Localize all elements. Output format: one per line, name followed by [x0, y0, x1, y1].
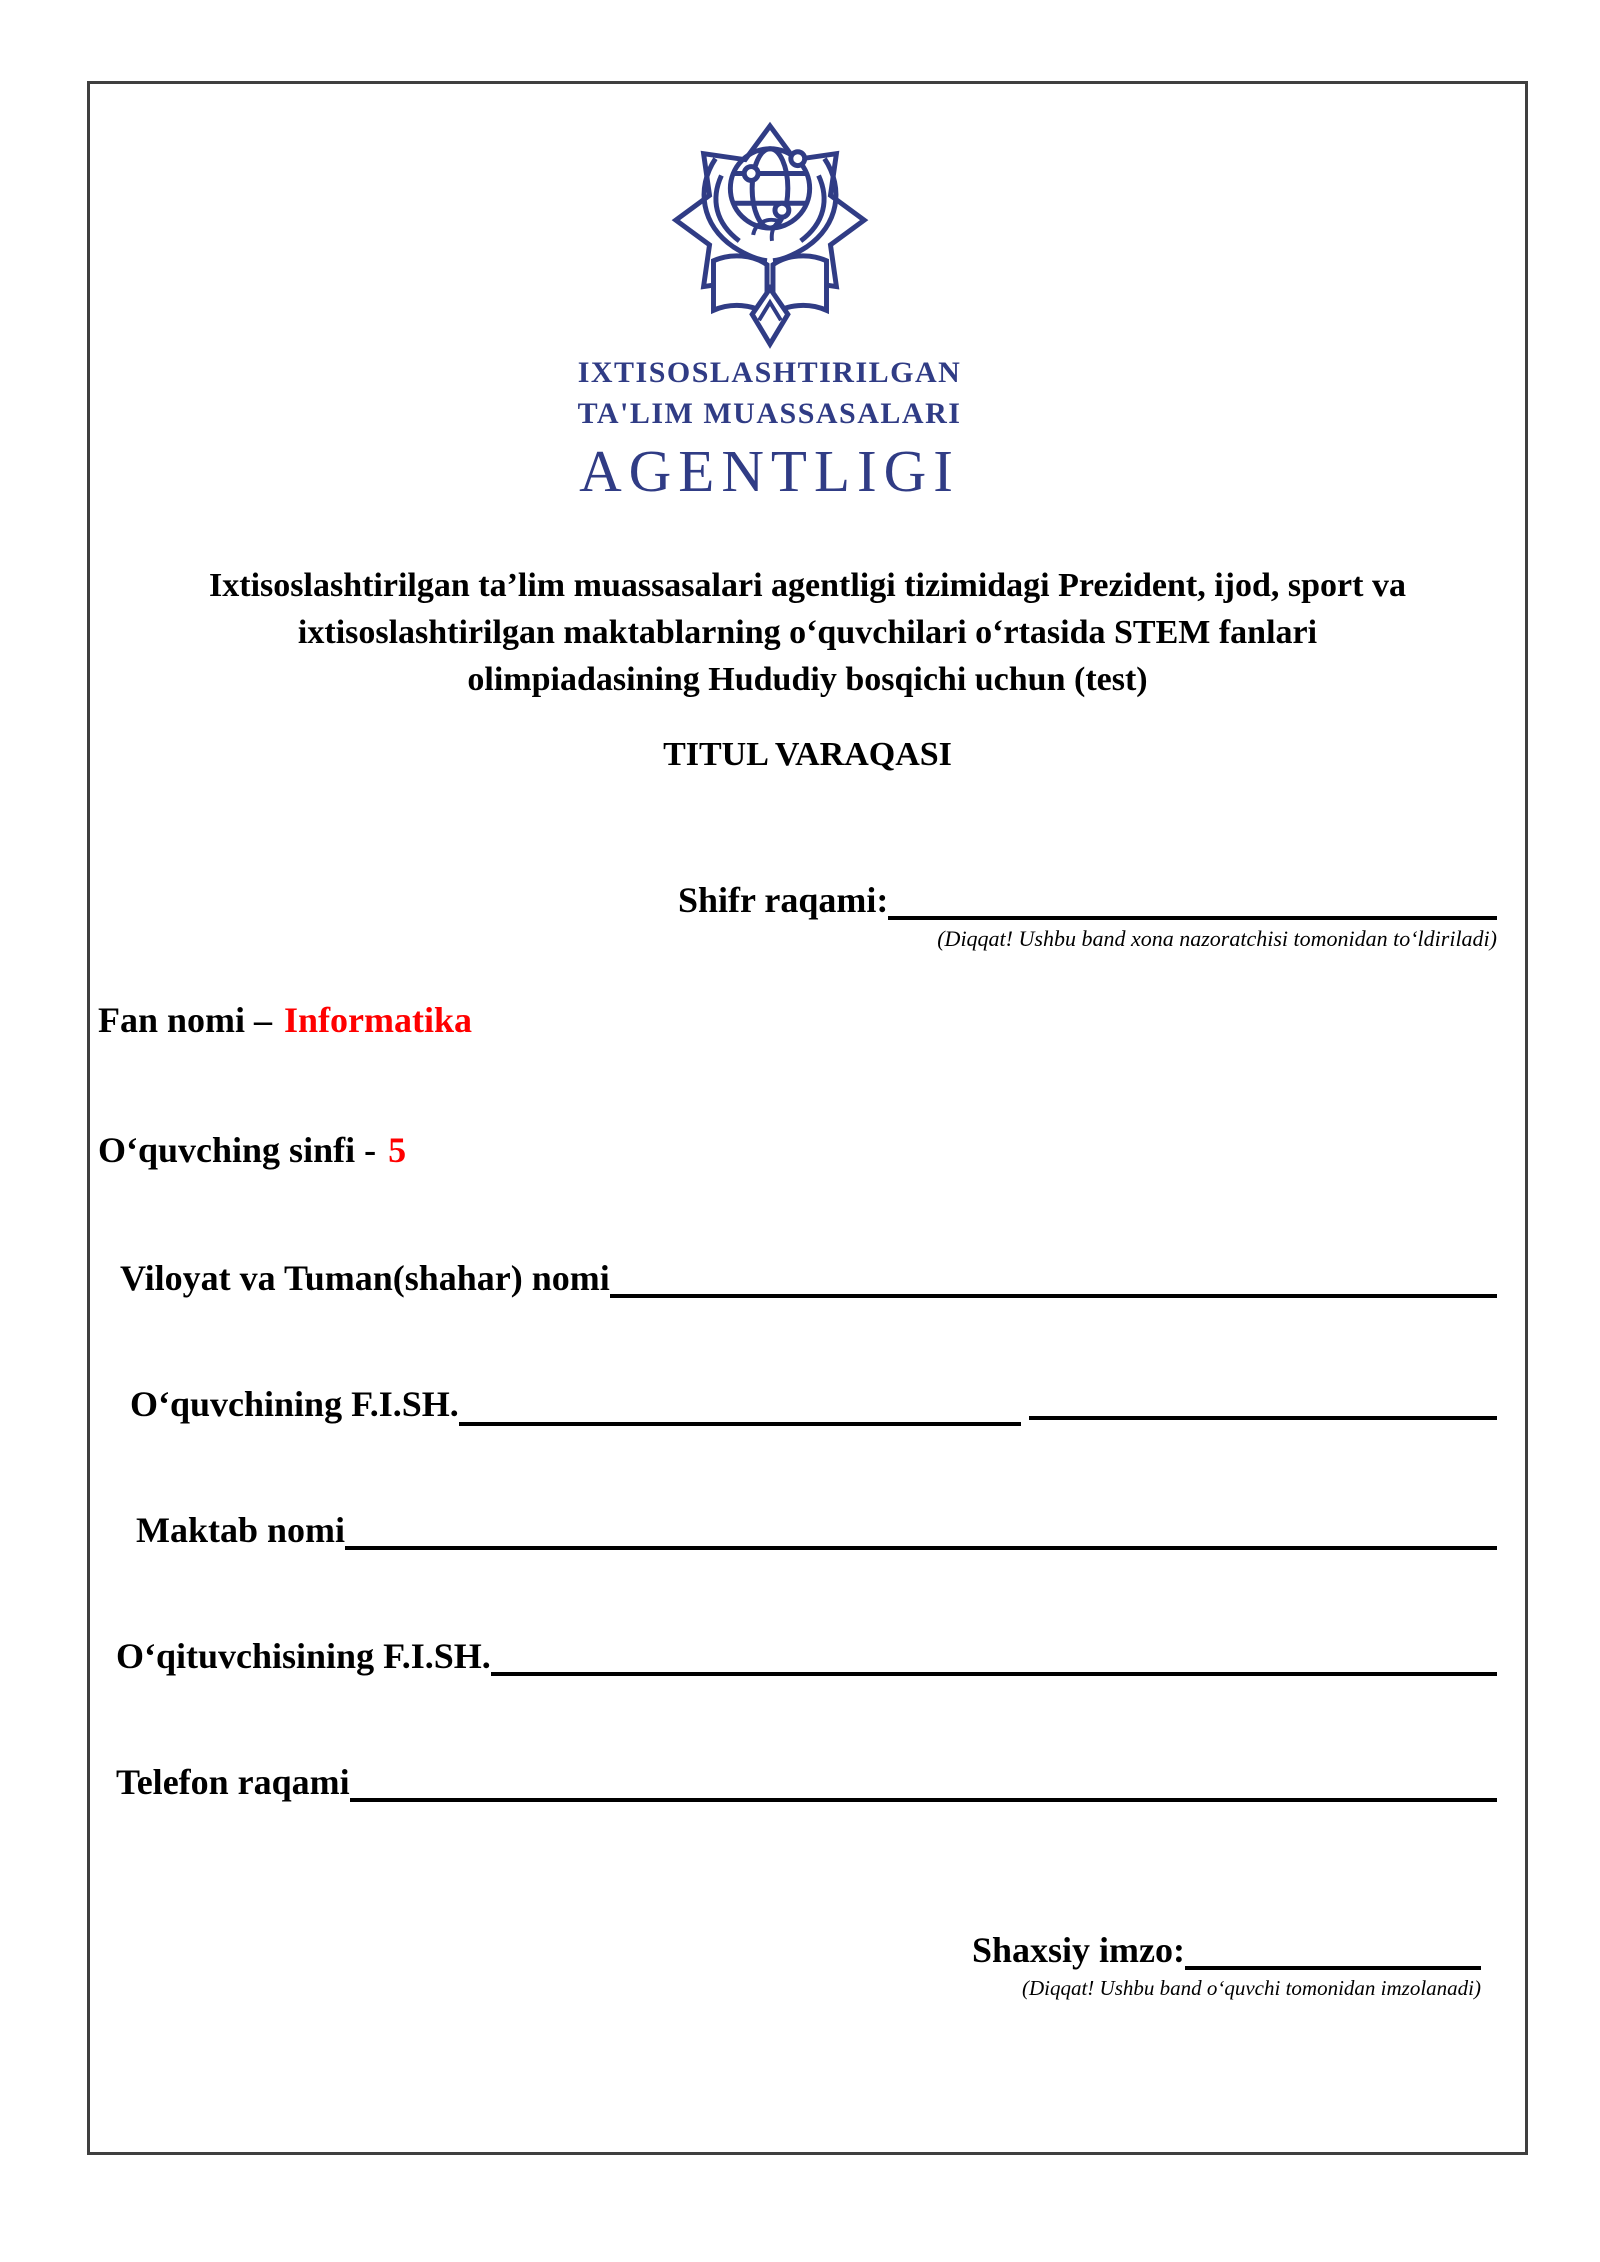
signature-blank-line [1185, 1966, 1481, 1970]
title-line-1: Ixtisoslashtirilgan ta’lim muassasalari agentligi tizimidagi Prezident, ijod, sport va [209, 567, 1406, 604]
signature-row [90, 1927, 1525, 1973]
cipher-blank-line [888, 916, 1497, 920]
phone-blank-line [350, 1798, 1497, 1802]
cipher-note: (Diqqat! Ushbu band xona nazoratchisi tomonidan toʻldiriladi) [937, 926, 1497, 951]
title-line-2: ixtisoslashtirilgan maktablarning oʻquvchilari oʻrtasida STEM fanlari [297, 614, 1318, 651]
teacher-field-row [90, 1633, 1525, 1679]
subject-row [90, 997, 1525, 1043]
title-line-3: olimpiadasining Hududiy bosqichi uchun (test) [467, 661, 1148, 698]
school-field-label: Maktab nomi [136, 1510, 346, 1550]
region-blank-line [610, 1294, 1497, 1298]
agency-logo-block [87, 114, 1487, 506]
region-field-row [90, 1255, 1525, 1301]
signature-note: (Diqqat! Ushbu band oʻquvchi tomonidan imzolanadi) [1021, 1976, 1481, 2000]
grade-label: Oʻquvching sinfi - [98, 1130, 377, 1170]
student-name-blank-line-1 [459, 1422, 1021, 1426]
org-name-line-1: IXTISOSLASHTIRILGAN [577, 356, 962, 389]
student-name-field-label: Oʻquvchining F.I.SH. [130, 1384, 459, 1424]
teacher-field-label: Oʻqituvchisining F.I.SH. [116, 1636, 491, 1676]
teacher-blank-line [491, 1672, 1497, 1676]
student-name-blank-line-2 [1029, 1416, 1497, 1420]
agency-emblem-icon [656, 114, 884, 352]
org-name-line-3: AGENTLIGI [579, 438, 960, 504]
cipher-row [90, 877, 1525, 923]
page-frame [87, 81, 1528, 2155]
school-blank-line [345, 1546, 1497, 1550]
region-field-label: Viloyat va Tuman(shahar) nomi [120, 1258, 610, 1298]
school-field-row [90, 1507, 1525, 1553]
olympiad-title [90, 562, 1525, 703]
grade-row [90, 1127, 1525, 1173]
cipher-label: Shifr raqami: [678, 880, 889, 920]
signature-label: Shaxsiy imzo: [971, 1930, 1185, 1970]
grade-value: 5 [388, 1130, 407, 1170]
subject-label: Fan nomi – [98, 1000, 273, 1040]
phone-field-label: Telefon raqami [116, 1762, 350, 1802]
org-name-line-2: TA'LIM MUASSASALARI [577, 397, 962, 430]
student-name-field-row [90, 1381, 1525, 1427]
page-subtitle: TITUL VARAQASI [663, 736, 952, 773]
phone-field-row [90, 1759, 1525, 1805]
subject-value: Informatika [284, 1000, 473, 1040]
